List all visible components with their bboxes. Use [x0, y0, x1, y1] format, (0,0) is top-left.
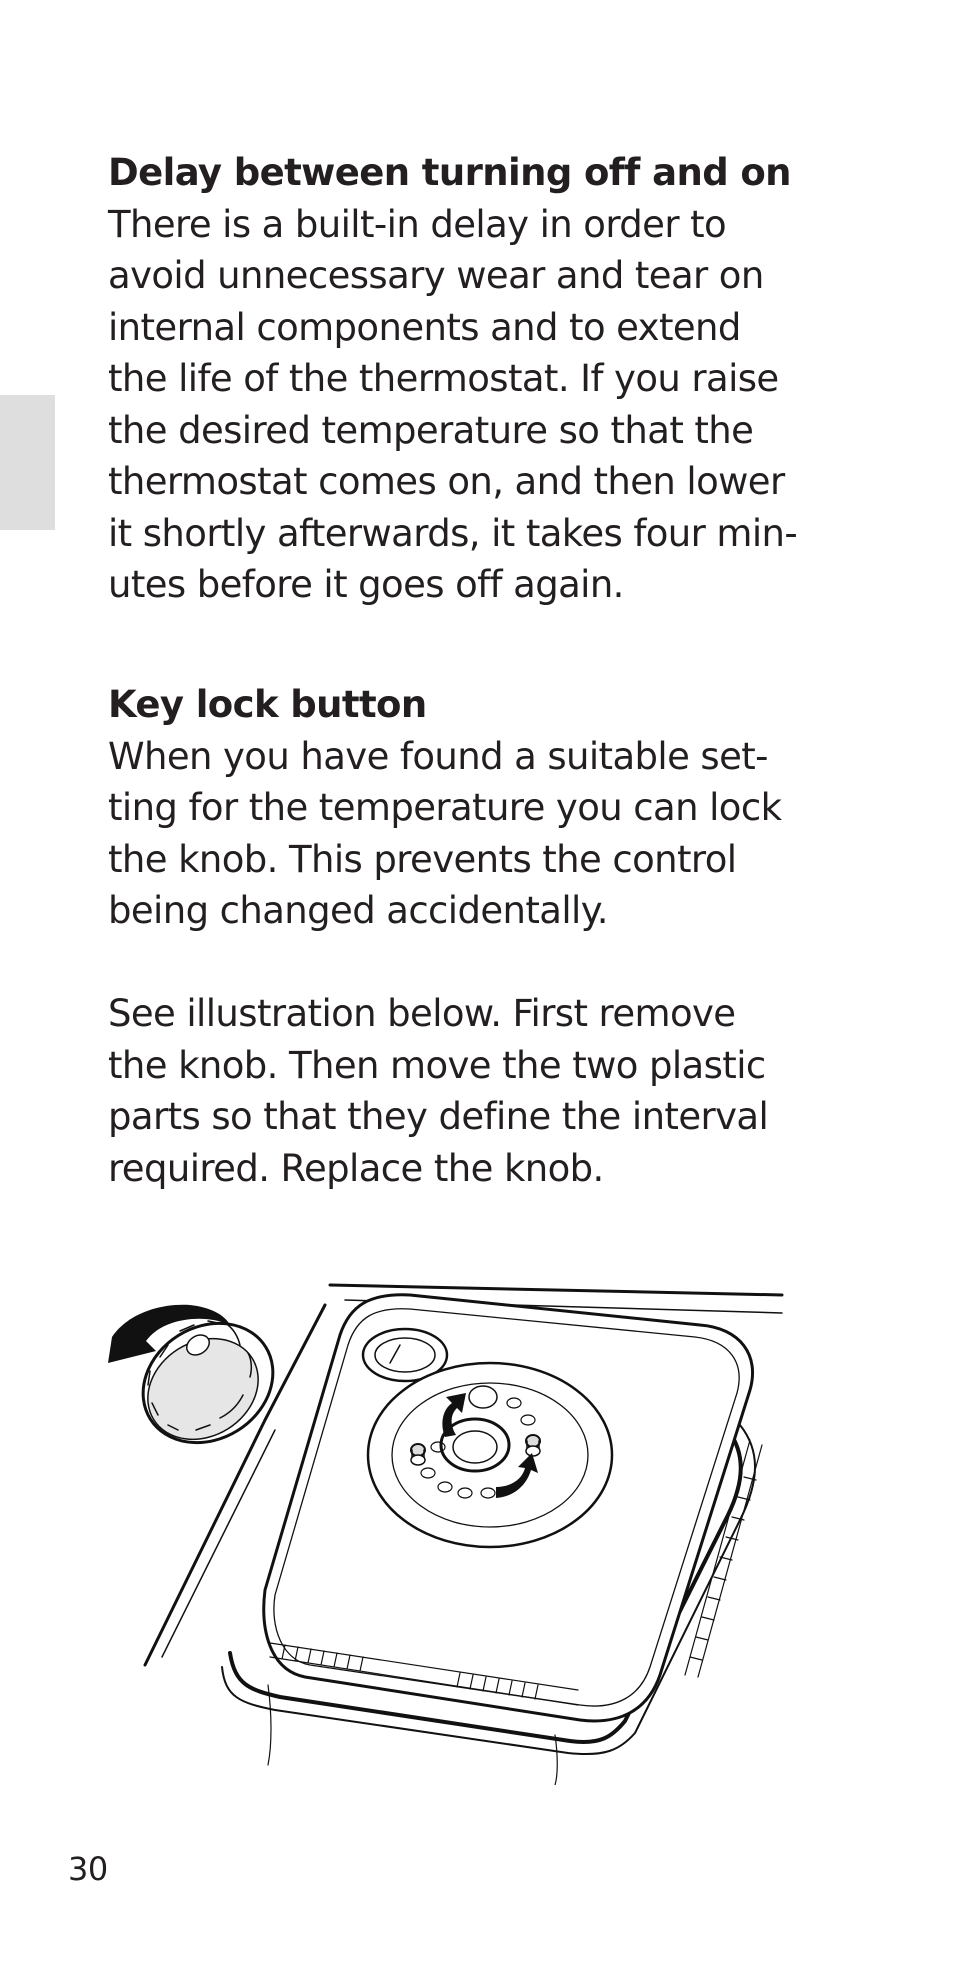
body-line: utes before it goes off again.: [108, 563, 624, 606]
section-heading-delay: Delay between turning off and on: [108, 151, 791, 194]
body-line: ting for the temperature you can lock: [108, 786, 782, 829]
body-line: the knob. This prevents the control: [108, 837, 737, 881]
section-key-lock: [108, 679, 828, 937]
body-line: the desired temperature so that the: [108, 408, 754, 452]
body-line: When you have found a suitable set-: [108, 734, 768, 778]
body-line: There is a built-in delay in order to: [108, 202, 727, 246]
section-instructions: [108, 988, 828, 1194]
section-delay: [108, 147, 828, 611]
body-line: the life of the thermostat. If you raise: [108, 357, 779, 400]
body-line: required. Replace the knob.: [108, 1146, 604, 1190]
body-line: being changed accidentally.: [108, 889, 608, 932]
body-line: parts so that they define the interval: [108, 1095, 769, 1138]
section-heading-key-lock: Key lock button: [108, 683, 427, 726]
body-line: See illustration below. First remove: [108, 992, 736, 1035]
body-line: internal components and to extend: [108, 305, 741, 349]
body-line: it shortly afterwards, it takes four min-: [108, 511, 798, 555]
page-number: 30: [68, 1850, 108, 1888]
body-line: the knob. Then move the two plastic: [108, 1043, 766, 1087]
thermostat-knob-removal-illustration: [100, 1265, 800, 1785]
body-line: thermostat comes on, and then lower: [108, 460, 785, 503]
chapter-tab-marker: [0, 395, 55, 530]
body-line: avoid unnecessary wear and tear on: [108, 254, 764, 297]
